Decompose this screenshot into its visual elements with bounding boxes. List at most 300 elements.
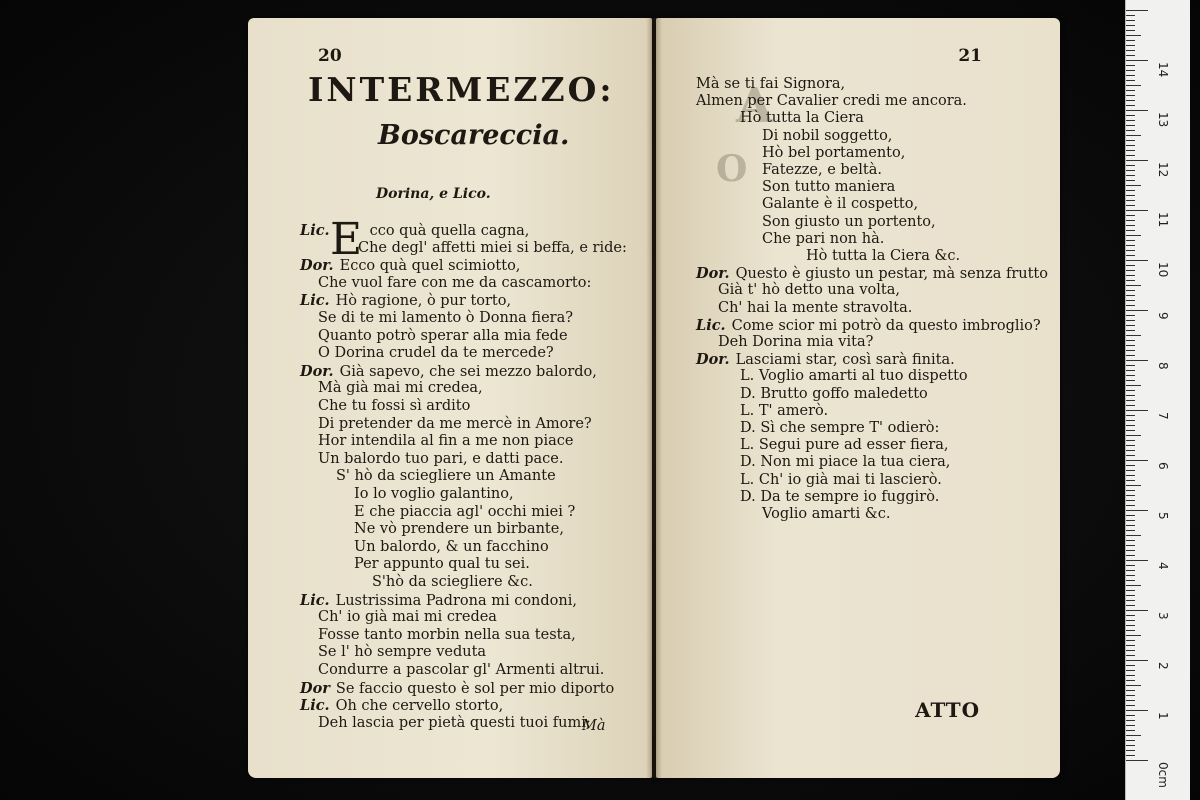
ruler-label: 10: [1156, 262, 1170, 278]
ruler-tick: [1126, 645, 1135, 646]
verse-line: [718, 300, 912, 317]
ruler-tick: [1126, 515, 1135, 516]
ruler-tick: [1126, 485, 1141, 486]
ruler-label: 0cm: [1156, 762, 1170, 788]
verse-text: Un balordo tuo pari, e datti pace.: [318, 450, 564, 467]
ruler-label: 9: [1156, 312, 1170, 320]
ruler-tick: [1126, 565, 1135, 566]
verse-text: Hò tutta la Ciera: [740, 110, 864, 127]
page-number: 20: [318, 46, 342, 66]
ruler-tick: [1126, 110, 1148, 111]
ruler-tick: [1126, 320, 1135, 321]
verse-text: L. Ch' io già mai ti lascierò.: [740, 471, 942, 488]
ruler-tick: [1126, 345, 1135, 346]
verse-line: [762, 196, 918, 213]
verse-line: [762, 128, 892, 145]
bleed-through-text: A: [736, 78, 774, 134]
verse-text: Almen per Cavalier credi me ancora.: [696, 93, 967, 110]
verse-line: [300, 680, 614, 698]
verse-text: Son tutto maniera: [762, 179, 896, 196]
ruler-tick: [1126, 445, 1135, 446]
verse-text: Hò tutta la Ciera &c.: [806, 248, 961, 264]
ruler-tick: [1126, 130, 1135, 131]
ruler-tick: [1126, 525, 1135, 526]
ruler-tick: [1126, 735, 1141, 736]
ruler-label: 1: [1156, 712, 1170, 720]
ruler-tick: [1126, 685, 1141, 686]
right-page: [656, 18, 1060, 778]
verse-text: Son giusto un portento,: [762, 213, 936, 230]
ruler-tick: [1126, 205, 1135, 206]
ruler-tick: [1126, 710, 1148, 711]
ruler-tick: [1126, 255, 1135, 256]
ruler-tick: [1126, 595, 1135, 596]
verse-line: [696, 351, 955, 369]
ruler-tick: [1126, 175, 1135, 176]
ruler-tick: [1126, 475, 1135, 476]
verse-line: [740, 437, 949, 454]
verse-line: [740, 110, 864, 127]
verse-text: Un balordo, & un facchino: [354, 538, 549, 555]
ruler-tick: [1126, 265, 1135, 266]
ruler-tick: [1126, 310, 1148, 311]
verse-line: [318, 310, 573, 327]
verse-text: L. Voglio amarti al tuo dispetto: [740, 368, 968, 385]
ruler-tick: [1126, 235, 1141, 236]
ruler-tick: [1126, 755, 1135, 756]
verse-line: [740, 403, 828, 420]
verse-text: Ecco quà quel scimiotto,: [339, 258, 521, 275]
verse-text: Mà se ti fai Signora,: [696, 76, 846, 92]
ruler-tick: [1126, 80, 1135, 81]
characters-line: Dorina, e Lico.: [376, 186, 491, 202]
verse-text: Fatezze, e beltà.: [762, 162, 882, 178]
ruler-label: 8: [1156, 362, 1170, 370]
verse-line: [354, 539, 549, 556]
speaker-label: Lic.: [696, 316, 726, 334]
bleed-through-text: O: [716, 148, 748, 190]
ruler-tick: [1126, 435, 1141, 436]
ruler-label: 3: [1156, 612, 1170, 620]
ruler-tick: [1126, 405, 1135, 406]
ruler-tick: [1126, 700, 1135, 701]
verse-line: [336, 468, 556, 485]
verse-line: [696, 93, 967, 110]
verse-text: Se l' hò sempre veduta: [318, 644, 487, 661]
verse-text: Mà già mai mi credea,: [318, 380, 483, 397]
ruler-tick: [1126, 580, 1135, 581]
ruler-tick: [1126, 620, 1135, 621]
speaker-label: Dor.: [300, 257, 334, 275]
ruler-tick: [1126, 400, 1135, 401]
ruler-tick: [1126, 425, 1135, 426]
verse-text: Voglio amarti &c.: [762, 506, 891, 522]
catchword: Mà: [582, 718, 606, 734]
ruler-tick: [1126, 625, 1135, 626]
speaker-label: Lic.: [300, 697, 330, 715]
verse-line: [300, 222, 529, 240]
verse-text: Lasciami star, così sarà finita.: [735, 352, 955, 369]
verse-text: Per appunto qual tu sei.: [354, 556, 530, 573]
ruler-tick: [1126, 50, 1135, 51]
ruler-tick: [1126, 55, 1135, 56]
left-page: [248, 18, 652, 778]
verse-text: Ch' hai la mente stravolta.: [718, 299, 913, 316]
ruler-tick: [1126, 380, 1135, 381]
ruler-tick: [1126, 535, 1141, 536]
ruler-tick: [1126, 60, 1148, 61]
open-book: [248, 18, 1060, 786]
ruler-label: 4: [1156, 562, 1170, 570]
ruler-tick: [1126, 355, 1135, 356]
verse-text: Come scior mi potrò da questo imbroglio?: [731, 317, 1041, 334]
verse-line: [318, 451, 564, 468]
ruler-tick: [1126, 150, 1135, 151]
verse-line: [318, 416, 592, 433]
ruler-tick: [1126, 560, 1148, 561]
ruler-tick: [1126, 480, 1135, 481]
verse-line: [318, 627, 576, 644]
verse-line: [762, 162, 882, 179]
ruler-tick: [1126, 350, 1135, 351]
ruler-label: 2: [1156, 662, 1170, 670]
ruler-tick: [1126, 360, 1148, 361]
ruler-tick: [1126, 15, 1135, 16]
verse-line: [740, 420, 939, 437]
verse-text: E che piaccia agl' occhi miei ?: [354, 503, 576, 520]
ruler-tick: [1126, 20, 1135, 21]
ruler-tick: [1126, 95, 1135, 96]
ruler-tick: [1126, 195, 1135, 196]
verse-line: [718, 282, 900, 299]
ruler-tick: [1126, 450, 1135, 451]
speaker-label: Dor.: [300, 362, 334, 380]
ruler-tick: [1126, 260, 1148, 261]
ruler-tick: [1126, 455, 1135, 456]
verse-text: Ch' io già mai mi credea: [318, 609, 497, 626]
verse-line: [740, 489, 939, 506]
verse-line: [740, 368, 968, 385]
ruler-label: 12: [1156, 162, 1170, 178]
ruler-tick: [1126, 165, 1135, 166]
ruler-tick: [1126, 210, 1148, 211]
ruler-label: 14: [1156, 62, 1170, 78]
speaker-label: Dor: [300, 679, 330, 697]
verse-line: [300, 697, 503, 715]
ruler-label: 11: [1156, 212, 1170, 228]
ruler-tick: [1126, 200, 1135, 201]
ruler-label: 6: [1156, 462, 1170, 470]
ruler-tick: [1126, 85, 1141, 86]
verse-text: Oh che cervello storto,: [335, 698, 504, 715]
ruler-tick: [1126, 490, 1135, 491]
ruler-tick: [1126, 670, 1135, 671]
ruler-tick: [1126, 760, 1148, 761]
ruler-tick: [1126, 730, 1135, 731]
verse-text: Quanto potrò sperar alla mia fede: [318, 327, 568, 344]
ruler-tick: [1126, 275, 1135, 276]
ruler-tick: [1126, 675, 1135, 676]
ruler-tick: [1126, 495, 1135, 496]
ruler-tick: [1126, 550, 1135, 551]
ruler-tick: [1126, 40, 1135, 41]
ruler-tick: [1126, 170, 1135, 171]
verse-line: [354, 521, 564, 538]
ruler-tick: [1126, 45, 1135, 46]
ruler-tick: [1126, 415, 1135, 416]
ruler-tick: [1126, 420, 1135, 421]
verse-text: D. Brutto goffo maledetto: [740, 385, 928, 402]
ruler-tick: [1126, 125, 1135, 126]
verse-text: O Dorina crudel da te mercede?: [318, 345, 554, 362]
ruler-tick: [1126, 520, 1135, 521]
ruler-tick: [1126, 385, 1141, 386]
ruler-tick: [1126, 630, 1135, 631]
ruler-tick: [1126, 660, 1148, 661]
measuring-ruler: [1125, 0, 1190, 800]
verse-line: [318, 380, 483, 397]
verse-line: [696, 317, 1041, 335]
verse-line: [762, 179, 895, 196]
verse-line: [806, 248, 960, 265]
ruler-tick: [1126, 300, 1135, 301]
ruler-tick: [1126, 35, 1141, 36]
ruler-tick: [1126, 725, 1135, 726]
page-number: 21: [958, 46, 982, 66]
ruler-tick: [1126, 245, 1135, 246]
verse-text: L. Segui pure ad esser fiera,: [740, 437, 949, 454]
verse-text: Ne vò prendere un birbante,: [354, 521, 564, 538]
ruler-tick: [1126, 230, 1135, 231]
ruler-tick: [1126, 615, 1135, 616]
verse-text: Questo è giusto un pestar, mà senza frutto: [735, 266, 1048, 283]
verse-text: D. Non mi piace la tua ciera,: [740, 454, 951, 471]
verse-text: Deh Dorina mia vita?: [718, 334, 874, 350]
ruler-tick: [1126, 390, 1135, 391]
ruler-tick: [1126, 140, 1135, 141]
ruler-tick: [1126, 720, 1135, 721]
ruler-tick: [1126, 395, 1135, 396]
verse-text: Hò ragione, ò pur torto,: [335, 293, 512, 310]
ruler-tick: [1126, 75, 1135, 76]
verse-line: [718, 334, 873, 351]
verse-line: [762, 145, 905, 162]
verse-text: Hò bel portamento,: [762, 144, 906, 161]
ruler-tick: [1126, 500, 1135, 501]
ruler-tick: [1126, 115, 1135, 116]
ruler-tick: [1126, 290, 1135, 291]
ruler-tick: [1126, 335, 1141, 336]
ruler-tick: [1126, 740, 1135, 741]
verse-text: Già sapevo, che sei mezzo balordo,: [339, 363, 597, 380]
ruler-tick: [1126, 180, 1135, 181]
verse-line: [762, 506, 890, 523]
ruler-tick: [1126, 295, 1135, 296]
ruler-tick: [1126, 220, 1135, 221]
ruler-tick: [1126, 215, 1135, 216]
ruler-tick: [1126, 665, 1135, 666]
ruler-tick: [1126, 635, 1141, 636]
ruler-tick: [1126, 90, 1135, 91]
ruler-label: 5: [1156, 512, 1170, 520]
ruler-tick: [1126, 155, 1135, 156]
verse-text: Fosse tanto morbin nella sua testa,: [318, 626, 576, 643]
verse-line: [354, 486, 514, 503]
verse-line: [762, 231, 884, 248]
ruler-tick: [1126, 135, 1141, 136]
verse-line: [300, 363, 597, 381]
ruler-tick: [1126, 250, 1135, 251]
ruler-tick: [1126, 505, 1135, 506]
verse-text: Che tu fossi sì ardito: [318, 398, 471, 414]
verse-line: [740, 472, 942, 489]
speaker-label: Lic.: [300, 292, 330, 310]
verse-line: [300, 292, 511, 310]
verse-text: D. Sì che sempre T' odierò:: [740, 420, 940, 436]
verse-text: Io lo voglio galantino,: [354, 486, 514, 502]
ruler-tick: [1126, 530, 1135, 531]
verse-text: Di nobil soggetto,: [762, 127, 893, 144]
ruler-tick: [1126, 65, 1135, 66]
verse-text: D. Da te sempre io fuggirò.: [740, 488, 940, 505]
ruler-tick: [1126, 25, 1135, 26]
ruler-tick: [1126, 750, 1135, 751]
verse-text: Se di te mi lamento ò Donna fiera?: [318, 310, 574, 326]
verse-text: Che vuol fare con me da cascamorto:: [318, 274, 592, 291]
ruler-tick: [1126, 10, 1148, 11]
speaker-label: Dor.: [696, 265, 730, 283]
ruler-tick: [1126, 640, 1135, 641]
verse-text: Che pari non hà.: [762, 230, 885, 247]
speaker-label: Lic.: [300, 222, 330, 239]
page-subtitle: Boscareccia.: [378, 120, 570, 151]
ruler-tick: [1126, 315, 1135, 316]
verse-line: [300, 592, 577, 610]
ruler-tick: [1126, 410, 1148, 411]
catchword: ATTO: [915, 698, 980, 722]
ruler-tick: [1126, 365, 1135, 366]
verse-text: Hor intendila al fin a me non piace: [318, 433, 574, 450]
ruler-tick: [1126, 105, 1135, 106]
verse-line: [318, 398, 470, 415]
ruler-tick: [1126, 695, 1135, 696]
ruler-tick: [1126, 185, 1141, 186]
ruler-tick: [1126, 650, 1135, 651]
ruler-tick: [1126, 190, 1135, 191]
verse-line: [372, 574, 533, 591]
verse-text: Di pretender da me mercè in Amore?: [318, 415, 592, 432]
verse-line: [318, 644, 486, 661]
ruler-tick: [1126, 690, 1135, 691]
ruler-tick: [1126, 375, 1135, 376]
ruler-tick: [1126, 280, 1135, 281]
ruler-tick: [1126, 330, 1135, 331]
ruler-tick: [1126, 305, 1135, 306]
ruler-tick: [1126, 555, 1135, 556]
verse-line: [354, 504, 575, 521]
ruler-tick: [1126, 30, 1135, 31]
verse-line: [740, 454, 950, 471]
ruler-tick: [1126, 705, 1135, 706]
ruler-tick: [1126, 545, 1135, 546]
verse-line: [318, 433, 573, 450]
ruler-tick: [1126, 745, 1135, 746]
verse-text: Condurre a pascolar gl' Armenti altrui.: [318, 662, 605, 678]
speaker-label: Lic.: [300, 591, 330, 609]
verse-line: [300, 257, 520, 275]
ruler-tick: [1126, 100, 1135, 101]
verse-text: S' hò da sciegliere un Amante: [336, 468, 556, 485]
ruler-tick: [1126, 145, 1135, 146]
ruler-tick: [1126, 585, 1141, 586]
verse-text: S'hò da sciegliere &c.: [372, 574, 533, 590]
ruler-tick: [1126, 370, 1135, 371]
verse-text: cco quà quella cagna,: [369, 223, 530, 239]
ruler-tick: [1126, 590, 1135, 591]
verse-line: [318, 662, 604, 679]
ruler-label: 7: [1156, 412, 1170, 420]
ruler-tick: [1126, 340, 1135, 341]
ruler-tick: [1126, 285, 1141, 286]
ruler-tick: [1126, 470, 1135, 471]
drop-cap: E: [330, 214, 363, 265]
ruler-tick: [1126, 325, 1135, 326]
verse-text: L. T' amerò.: [740, 402, 829, 419]
page-title: INTERMEZZO:: [308, 70, 615, 109]
ruler-tick: [1126, 540, 1135, 541]
ruler-tick: [1126, 715, 1135, 716]
ruler-tick: [1126, 225, 1135, 226]
ruler-tick: [1126, 120, 1135, 121]
verse-text: Se faccio questo è sol per mio diporto: [335, 680, 615, 697]
ruler-tick: [1126, 605, 1135, 606]
ruler-tick: [1126, 430, 1135, 431]
verse-line: [696, 265, 1048, 283]
book-gutter: [646, 18, 662, 778]
verse-line: [696, 76, 845, 93]
ruler-tick: [1126, 270, 1135, 271]
ruler-tick: [1126, 160, 1148, 161]
ruler-tick: [1126, 460, 1148, 461]
ruler-tick: [1126, 570, 1135, 571]
verse-text: Galante è il cospetto,: [762, 196, 919, 213]
verse-text: Lustrissima Padrona mi condoni,: [335, 592, 577, 609]
verse-text: Deh lascia per pietà questi tuoi fumi;: [318, 714, 591, 731]
ruler-tick: [1126, 610, 1148, 611]
ruler-tick: [1126, 655, 1135, 656]
ruler-tick: [1126, 465, 1135, 466]
verse-line: [318, 275, 591, 292]
ruler-tick: [1126, 240, 1135, 241]
verse-line: [318, 345, 554, 362]
verse-line: [358, 240, 627, 257]
verse-line: [318, 328, 568, 345]
ruler-tick: [1126, 70, 1135, 71]
speaker-label: Dor.: [696, 351, 730, 369]
verse-line: [318, 715, 591, 732]
ruler-tick: [1126, 600, 1135, 601]
ruler-tick: [1126, 680, 1135, 681]
verse-line: [740, 386, 928, 403]
ruler-tick: [1126, 510, 1148, 511]
ruler-label: 13: [1156, 112, 1170, 128]
ruler-tick: [1126, 440, 1135, 441]
verse-text: Già t' hò detto una volta,: [718, 282, 901, 299]
verse-line: [318, 609, 497, 626]
verse-line: [762, 214, 936, 231]
ruler-tick: [1126, 575, 1135, 576]
verse-line: [354, 556, 530, 573]
